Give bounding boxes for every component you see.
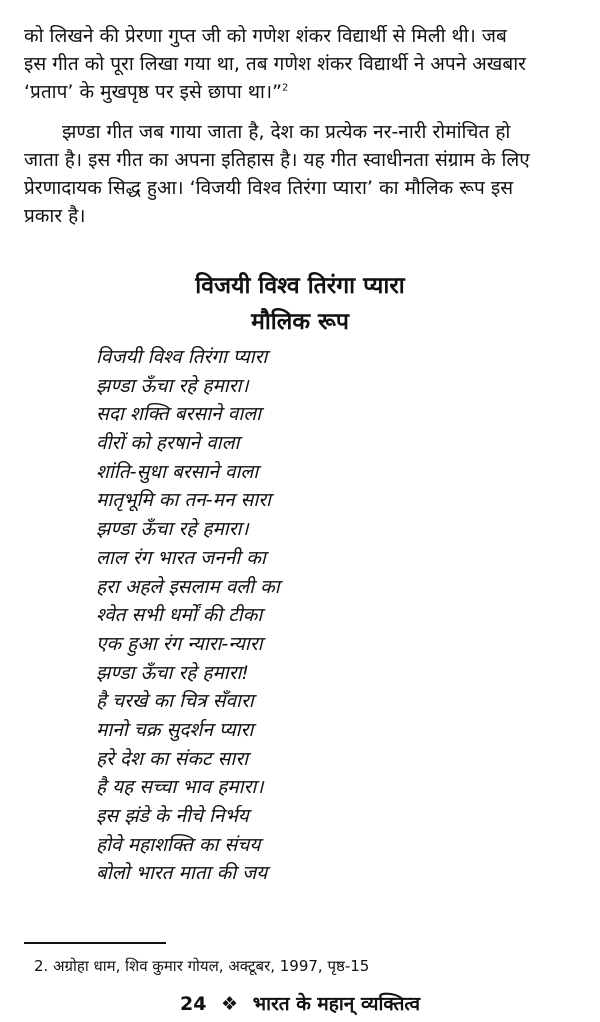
poem-line: सदा शक्ति बरसाने वाला [96,403,262,426]
poem-line: झण्डा ऊँचा रहे हमारा। [96,374,249,397]
poem-line: वीरों को हरषाने वाला [96,432,240,455]
poem [96,343,516,888]
intro-line: इस गीत को पूरा लिखा गया था, तब गणेश शंकर विद्यार्थी ने अपने अखबार [24,53,526,75]
ornament-icon: ❖ [221,993,239,1015]
intro-line-text: ‘प्रताप’ के मुखपृष्ठ पर इसे छापा था।” [24,81,282,103]
history-paragraph [24,118,584,230]
poem-line: बोलो भारत माता की जय [96,862,268,885]
poem-line: झण्डा ऊँचा रहे हमारा। [96,518,249,541]
poem-line: हरे देश का संकट सारा [96,747,249,770]
poem-line: इस झंडे के नीचे निर्भय [96,805,249,827]
song-title: विजयी विश्व तिरंगा प्यारा [195,273,405,299]
poem-line: है यह सच्चा भाव हमारा। [96,776,264,799]
footnote-divider [24,942,166,944]
poem-line: मातृभूमि का तन-मन सारा [96,489,271,512]
history-line: प्रेरणादायक सिद्ध हुआ। ‘विजयी विश्व तिरंगा प्यारा’ का मौलिक रूप इस [24,177,514,199]
poem-line: हरा अहले इसलाम वली का [96,575,280,598]
poem-line: मानो चक्र सुदर्शन प्यारा [96,718,254,741]
footnote-reference[interactable]: 2 [281,82,289,94]
poem-line: है चरखे का चित्र सँवारा [96,690,254,713]
history-line: झण्डा गीत जब गाया जाता है, देश का प्रत्येक नर-नारी रोमांचित हो [62,121,511,143]
intro-paragraph [24,22,584,106]
poem-line: होवे महाशक्ति का संचय [96,833,261,856]
page-number: 24 [179,993,207,1015]
poem-line: झण्डा ऊँचा रहे हमारा! [96,661,250,684]
poem-line: विजयी विश्व तिरंगा प्यारा [96,346,268,368]
page-footer [0,990,600,1016]
poem-line: लाल रंग भारत जननी का [96,546,266,569]
poem-line: एक हुआ रंग न्यारा-न्यारा [96,632,263,655]
poem-line: शांति-सुधा बरसाने वाला [96,460,259,483]
book-title: भारत के महान् व्यक्तित्व [252,993,421,1015]
intro-line: को लिखने की प्रेरणा गुप्त जी को गणेश शंकर विद्यार्थी से मिली थी। जब [24,25,507,47]
intro-line-last [24,78,584,106]
poem-line: श्वेत सभी धर्मों की टीका [96,604,263,627]
history-line: प्रकार है। [24,205,86,227]
history-line: जाता है। इस गीत का अपना इतिहास है। यह गीत स्वाधीनता संग्राम के लिए [24,149,530,171]
footnote: 2. अग्रोहा धाम, शिव कुमार गोयल, अक्टूबर, 1997, पृष्ठ-15 [34,957,370,975]
song-subtitle: मौलिक रूप [251,309,349,335]
